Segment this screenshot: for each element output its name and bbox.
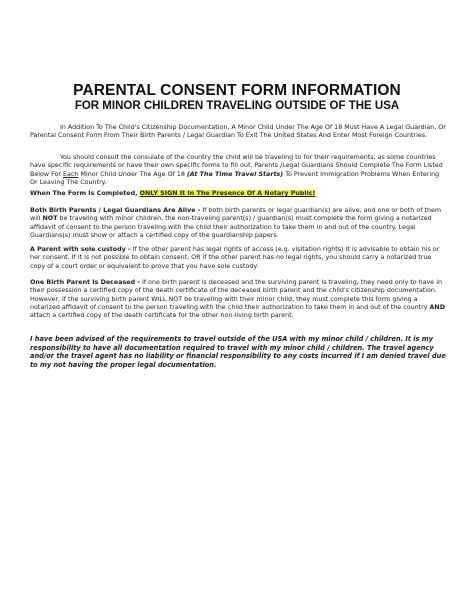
page-subtitle: FOR MINOR CHILDREN TRAVELING OUTSIDE OF THE USA	[74, 100, 400, 112]
deceased-text-3: attach a certified copy of the death certificate for the other non-living birth parent.	[30, 312, 294, 320]
intro-text: In Addition To The Child's Citizenship Documentation, A Minor Child Under The Age Of 18 Must Have A Legal Guardian, Or Parental Consent Form From Their Birth Parents / Legal Guardian To Exit The United States And Enter Most Foreign Countries.	[30, 124, 446, 140]
acknowledgement-paragraph: I have been advised of the requirements to travel outside of the USA with my minor child / children. It is my responsibility to have all documentation required to travel with my minor child / children. The travel agency and/or the travel agent has no liability or financial responsibility to any costs incurred if I am denied travel due to my not having the proper legal documentation.	[30, 335, 446, 369]
page-title: PARENTAL CONSENT FORM INFORMATION	[73, 82, 401, 99]
both-parents-text-1: If both birth parents or legal guardian(s) are alive, and one or both of them will	[30, 207, 442, 223]
both-parents-paragraph	[30, 207, 448, 240]
both-parents-heading: Both Birth Parents / Legal Guardians Are Alive -	[30, 207, 201, 214]
intro-paragraph	[30, 124, 448, 141]
sole-custody-paragraph	[30, 246, 448, 271]
consult-text-1: You should consult the consulate of the country the child will be traveling to for their requirements, as some countries have specific requirements or have their own specific forms to fill out. Parents /Legal Guardians Should Complete The Form Listed Below For	[30, 154, 443, 178]
deceased-text-2: However, if the surviving birth parent WILL NOT be traveling with their minor child, they must complete this form giving a notarized affidavit of consent to the person traveling with the child their authorization to take them in and out of the country	[30, 295, 430, 311]
deceased-heading: One Birth Parent Is Deceased -	[30, 279, 140, 286]
deceased-and: AND	[429, 303, 445, 311]
consult-emphasis: (At The Time Travel Starts)	[186, 170, 284, 178]
both-parents-not: NOT	[42, 215, 58, 223]
sole-custody-text: If the other parent has legal rights of access (e.g. visitation rights) it is advisable to obtain his or her consent. If it is not possible to obtain consent, OR if the other parent has no legal rights, you should carry a notarized true copy of a court order or equivalent to prove that you have sole custody.	[30, 246, 440, 270]
notary-highlight: ONLY SIGN It In The Presence Of A Notary Public!	[139, 190, 316, 197]
completed-lead: When The Form Is Completed,	[30, 190, 138, 197]
consult-paragraph	[30, 154, 448, 187]
consult-text-3: To Prevent Immigration Problems When Entering Or Leaving The Country.	[30, 170, 440, 186]
deceased-text-1: If one birth parent is deceased and the surviving parent is traveling, they need only to have in their possession a certified copy of the death certificate of the deceased birth parent and the child's citizenship documentation.	[30, 279, 443, 295]
sole-custody-heading: A Parent with sole custody -	[30, 246, 131, 253]
consult-text-2: Minor Child Under The Age Of 18	[78, 170, 187, 178]
deceased-paragraph	[30, 279, 448, 320]
completed-paragraph	[30, 190, 448, 198]
consult-each: Each	[63, 170, 79, 178]
both-parents-text-2: be traveling with minor children, the non-traveling parent(s) / guardian(s) must complete the form giving a notarized affidavit of consent to the person traveling with the child their authorization to take them in and out of the country. Legal Guardians(s) must show or attach a certified copy of the guardianship papers.	[30, 215, 432, 239]
